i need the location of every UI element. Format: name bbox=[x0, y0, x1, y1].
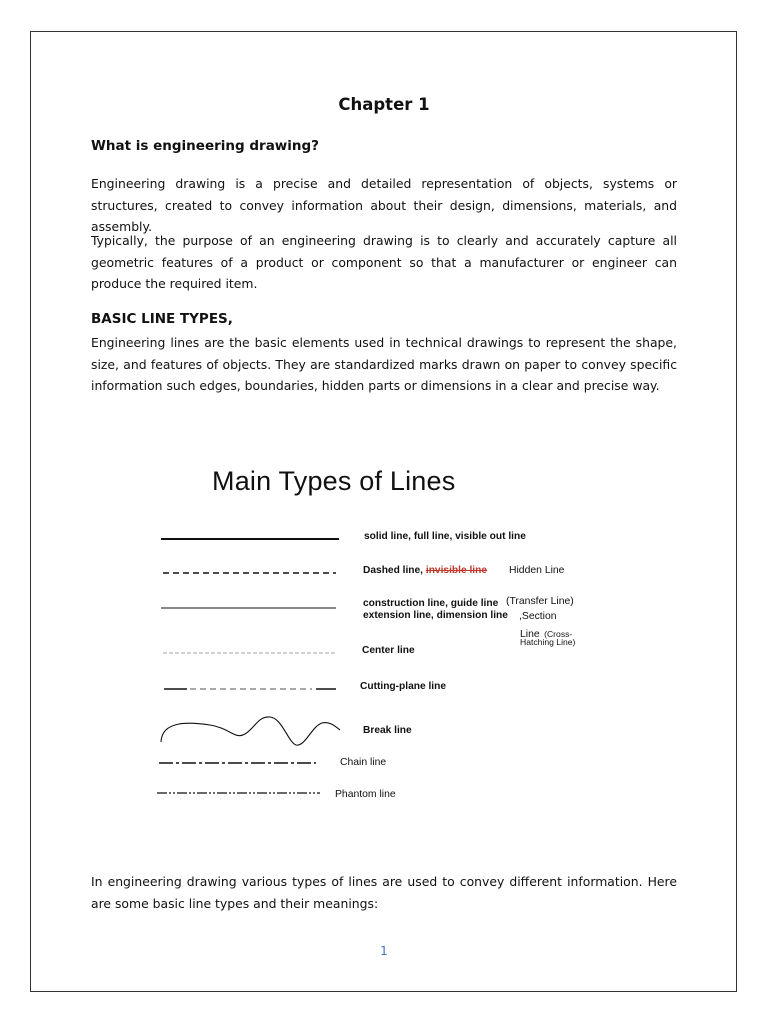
label-transfer-line: (Transfer Line) bbox=[506, 596, 574, 607]
label-hidden-line: Hidden Line bbox=[509, 565, 565, 576]
paragraph-engineering-lines: Engineering lines are the basic elements used in technical drawings to represent the shape, size, and features of objects. They are standardized marks drawn on paper to convey specific information such edges, boundaries, hidden parts or dimensions in a clear and precise way. bbox=[91, 335, 677, 393]
label-solid-line: solid line, full line, visible out line bbox=[364, 531, 526, 542]
figure-title: Main Types of Lines bbox=[212, 466, 456, 496]
label-phantom-line: Phantom line bbox=[335, 789, 396, 800]
label-break-line: Break line bbox=[363, 725, 412, 736]
paragraph-definition: Engineering drawing is a precise and detailed representation of objects, systems or structures, created to convey information about their design, dimensions, materials, and assembly. bbox=[91, 176, 677, 234]
heading-what-is-engineering-drawing: What is engineering drawing? bbox=[91, 138, 320, 154]
label-dashed-line-group bbox=[363, 565, 487, 576]
label-extension-line: extension line, dimension line bbox=[363, 610, 508, 621]
break-line-sample bbox=[161, 717, 340, 745]
label-chain-line: Chain line bbox=[340, 757, 387, 768]
chapter-title: Chapter 1 bbox=[338, 95, 430, 114]
paragraph-line-types-intro: In engineering drawing various types of lines are used to convey different information. Here are some basic line types and their meanings: bbox=[91, 874, 677, 911]
label-construction-line: construction line, guide line bbox=[363, 598, 499, 609]
label-cutting-plane-line: Cutting-plane line bbox=[360, 681, 447, 692]
label-hatching-line: Hatching Line) bbox=[520, 637, 576, 647]
label-section: ,Section bbox=[519, 611, 557, 622]
heading-basic-line-types: BASIC LINE TYPES, bbox=[91, 311, 233, 327]
label-cross: (Cross- bbox=[544, 629, 573, 639]
paragraph-purpose: Typically, the purpose of an engineering drawing is to clearly and accurately capture all geometric features of a product or component so that a manufacturer or engineer can produce the required item. bbox=[91, 233, 677, 291]
page-number: 1 bbox=[380, 944, 388, 958]
line-samples bbox=[150, 520, 350, 810]
label-center-line: Center line bbox=[362, 645, 415, 656]
label-dashed-line: Dashed line, bbox=[363, 565, 424, 576]
label-invisible-line-struck: invisible line bbox=[425, 565, 488, 576]
label-section-line: Line bbox=[520, 629, 540, 640]
